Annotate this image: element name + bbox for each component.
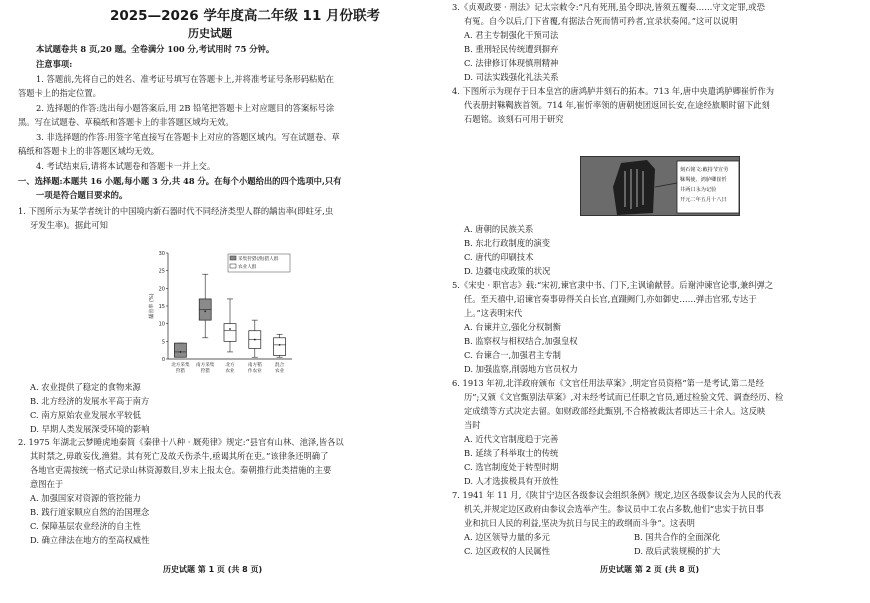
category-label: 北方 [225,363,235,368]
q3-option[interactable]: B. 重刑轻民传统遭到摒弃 [464,44,559,54]
stone-rubbing-image [581,157,740,216]
q4-stem: 4. 下图所示为现存于日本皇宫的唐鸿胪井刻石的拓本。713 年,唐中央遣鸿胪卿崔忻作为 [452,86,775,96]
q7-option[interactable]: B. 国共合作的全面深化 [634,532,721,542]
q3-stem: 3.《贞观政要 · 刑法》记太宗敕令:“凡有死刑,虽令即决,皆须五覆奏……守文定罪,或恐 [452,2,765,12]
q2-stem: 各地官吏需按统一格式记录山林资源数目,岁末上报太仓。秦朝推行此类措施的主要 [30,465,332,475]
box-0 [174,343,186,357]
q6-option[interactable]: C. 选官制度处于转型时期 [464,462,559,472]
q1-option[interactable]: A. 农业提供了稳定的食物来源 [30,382,141,392]
q7-option[interactable]: A. 边区领导力量的多元 [464,532,550,542]
box-4 [274,338,286,356]
q1-stem: 1. 下图所示为某学者统计的中国境内新石器时代不同经济类型人群的龋齿率(即蛀牙,虫 [18,206,334,216]
notice-line: 1. 答题前,先将自己的姓名、准考证号填写在答题卡上,并将准考证号条形码粘贴在 [36,74,334,84]
q3-option[interactable]: C. 法律修订体现慎刑精神 [464,58,559,68]
q7-stem: 业和抗日人民的利益,坚决为抗日与民主的政纲而斗争”。这表明 [464,518,695,528]
q6-stem: 历”;又颁《文官甄别法草案》,对未经考试而已任职之官员,通过检验文凭、调查经历、检 [464,392,784,402]
q2-option[interactable]: A. 加强国家对资源的管控能力 [30,493,141,503]
section-instructions: 一、选择题:本题共 16 小题,每小题 3 分,共 48 分。在每个小题给出的四个选项中,只有 [18,176,342,186]
notice-line: 稿纸和答题卡上的非答题区域均无效。 [18,146,160,156]
page-right [452,0,857,603]
q1-option[interactable]: C. 南方原始农业发展水平较低 [30,410,141,420]
page-footer: 历史试题 第 2 页 (共 8 页) [600,565,700,574]
box-2 [224,324,236,342]
notice-line: 3. 非选择题的作答:用签字笔直接写在答题卡上对应的答题区域内。写在试题卷、草 [36,132,340,142]
category-label: 农业 [274,369,285,374]
box-mean [180,351,182,353]
category-label: 北方采集 [171,363,190,368]
category-label: 混合 [274,363,285,368]
q1-stem: 牙发生率)。据此可知 [30,220,108,230]
caption-line: 开元二年五月十八日 [680,197,727,203]
caption-line: 刻石铭文:敕持节宣劳 [680,167,729,173]
y-tick-label: 20 [158,286,165,293]
q2-stem: 意图在于 [30,479,64,489]
box-mean [279,344,281,346]
q2-option[interactable]: D. 确立律法在地方的至高权威性 [30,535,150,545]
q1-option[interactable]: B. 北方经济的发展水平高于南方 [30,396,150,406]
q6-stem: 定成绩等方式决定去留。如财政部经此甄别,不合格被裁汰者即达三十余人。这反映 [464,406,766,416]
box-mean [254,339,256,341]
box-mean [229,328,231,330]
q4-option[interactable]: D. 边疆屯戍政策的状况 [464,266,551,276]
notice-heading: 注意事项: [36,59,73,69]
q5-stem: 5.《宋史 · 职官志》载:“宋初,谏官隶中书、门下,主讽谕献替。后谢沖谏官论事,兼纠弹之 [452,280,774,290]
category-label: 南方采集 [196,363,215,368]
y-tick-label: 5 [161,339,165,346]
q6-stem: 当时 [464,420,481,430]
q5-stem: 任。至天禧中,诏谏官奏事毋得关白长官,直蹑阙门,亦如御史……弹击官邪,专达于 [464,294,757,304]
q7-stem: 机关,并规定边区政府由参议会选举产生。参议员中工农占多数,他们“忠实于抗日事 [464,504,764,514]
q2-stem: 其时禁之,毋敢妄伐,渔猎。其有死亡及故夭伤杀牛,亟谒其所在吏。”该律条还明确了 [30,451,329,461]
page-left [18,0,428,603]
q7-stem: 7. 1941 年 11 月,《陕甘宁边区各级参议会组织条例》规定,边区各级参议会为人民的代表 [452,490,782,500]
q5-option[interactable]: A. 台谏并立,强化分权制衡 [464,322,561,332]
caption-line: 井两口永为记验 [680,187,717,193]
q7-option[interactable]: C. 边区政权的人民属性 [464,546,550,556]
section-instructions: 一项是符合题目要求的。 [36,190,128,200]
exam-info: 本试题卷共 8 页,20 题。全卷满分 100 分,考试用时 75 分钟。 [36,44,275,54]
q6-option[interactable]: A. 近代文官制度趋于完善 [464,434,559,444]
legend-label: 农业人群 [238,265,257,270]
category-label: 狩猎 [200,369,210,374]
q2-option[interactable]: C. 保障基层农业经济的自主性 [30,521,141,531]
q2-stem: 2. 1975 年湖北云梦睡虎地秦简《秦律十八种 · 厩苑律》规定:“县官有山林、池泽,皆各以 [18,437,344,447]
category-label: 作农业 [247,369,262,374]
legend-swatch [230,256,236,260]
notice-line: 答题卡上的指定位置。 [18,88,101,98]
q3-option[interactable]: A. 君主专制强化干预司法 [464,30,559,40]
y-tick-label: 10 [158,321,165,328]
q1-option[interactable]: D. 早期人类发展深受环境的影响 [30,424,150,434]
notice-line: 4. 考试结束后,请将本试题卷和答题卡一并上交。 [36,161,216,171]
q6-option[interactable]: D. 人才选拔极具有开放性 [464,476,559,486]
q4-stem: 代表册封靺鞨族首领。714 年,崔忻率领的唐朝使团返回长安,在途经旅顺时留下此刻 [464,100,770,110]
q4-option[interactable]: B. 东北行政制度的演变 [464,238,551,248]
q5-option[interactable]: D. 加强监察,削弱地方官员权力 [464,364,578,374]
q4-option[interactable]: C. 唐代的印刷技术 [464,252,534,262]
legend-label: 采集狩猎(渔)猎人群 [238,257,279,262]
caption-line: 靺羯使、鸿胪卿崔忻 [680,177,727,183]
exam-title: 2025—2026 学年度高二年级 11 月份联考 [110,8,381,24]
y-tick-label: 25 [158,268,165,275]
q3-stem: 有冤。自今以后,门下省覆,有据法合死而情可矜者,宜录状奏闻。”这可以说明 [464,16,738,26]
q4-stem: 石题铭。该刻石可用于研究 [464,114,564,124]
q5-option[interactable]: C. 台谏合一,加强君主专制 [464,350,561,360]
box-mean [204,310,206,312]
q1-box-chart [146,247,296,379]
exam-subtitle: 历史试题 [188,27,232,40]
q4-rubbing-photo [580,156,740,216]
notice-line: 黑。写在试题卷、草稿纸和答题卡上的非答题区域均无效。 [18,117,234,127]
y-axis-label: 龋齿率 (%) [149,293,155,319]
q7-option[interactable]: D. 敌后武装规模的扩大 [634,546,721,556]
q5-stem: 上。”这表明宋代 [464,308,523,318]
y-tick-label: 30 [158,251,165,257]
q5-option[interactable]: B. 监察权与相权结合,加强皇权 [464,336,578,346]
page-footer: 历史试题 第 1 页 (共 8 页) [163,565,263,574]
q6-option[interactable]: B. 延续了科举取士的传统 [464,448,559,458]
notice-line: 2. 选择题的作答:选出每小题答案后,用 2B 铅笔把答题卡上对应题目的答案标号涂 [36,103,335,113]
y-tick-label: 15 [158,304,165,310]
category-label: 狩猎 [175,369,186,374]
q4-option[interactable]: A. 唐朝的民族关系 [464,224,534,234]
category-label: 南方稻 [247,363,262,368]
category-label: 农业 [225,369,235,374]
q6-stem: 6. 1913 年初,北洋政府颁布《文官任用法草案》,明定官员资格“第一是考试,第二是经 [452,378,764,388]
q3-option[interactable]: D. 司法实践强化礼法关系 [464,72,559,82]
y-tick-label: 0 [161,357,165,363]
q2-option[interactable]: B. 践行道家顺应自然的治国理念 [30,507,150,517]
legend-swatch [230,264,236,268]
